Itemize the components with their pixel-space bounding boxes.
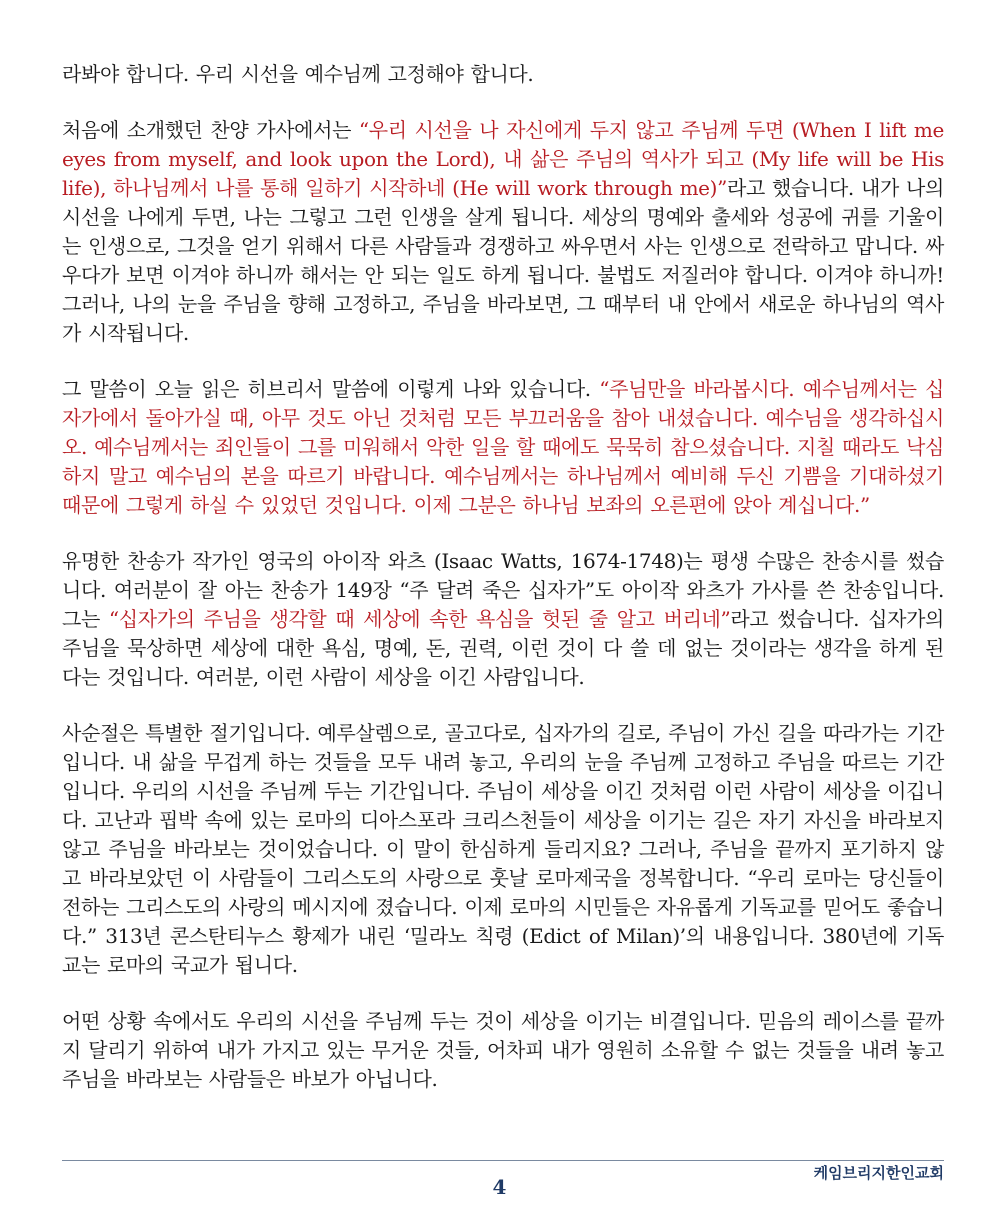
scripture-quote: “주님만을 바라봅시다. 예수님께서는 십자가에서 돌아가실 때, 아무 것도 아닌 것처럼 모든 부끄러움을 참아 내셨습니다. 예수님을 생각하십시오. 예수님께서는 죄인들이 그를 미워해서 악한 일을 할 때에도 묵묵히 참으셨습니다. 지칠 때라도 낙심하지 말고 예수님의 본을 따르기 바랍니다. 예수님께서는 하나님께서 예비해 두신 기쁨을 기대하셨기 때문에 그렇게 하실 수 있었던 것입니다. 이제 그분은 하나님 보좌의 오른편에 앉아 계십니다.” [62,377,944,517]
song-lyric-quote: “우리 시선을 나 자신에게 두지 않고 주님께 두면 (When I lift me eyes from myself, and look upon the Lord), 내 삶은 주님의 역사가 되고 (My life will be His life), 하나님께서 나를 통해 일하기 시작하네 (He will work through me)” [62,118,944,200]
paragraph [62,60,944,89]
paragraph-text: 라봐야 합니다. 우리 시선을 예수님께 고정해야 합니다. [62,62,534,86]
paragraph [62,116,944,348]
paragraph [62,547,944,692]
paragraph [62,719,944,980]
paragraph-text: 사순절은 특별한 절기입니다. 예루살렘으로, 골고다로, 십자가의 길로, 주님이 가신 길을 따라가는 기간입니다. 내 삶을 무겁게 하는 것들을 모두 내려 놓고, 우리의 눈을 주님께 고정하고 주님을 따르는 기간입니다. 우리의 시선을 주님께 두는 기간입니다. 주님이 세상을 이긴 것처럼 이런 사람이 세상을 이깁니다. 고난과 핍박 속에 있는 로마의 디아스포라 크리스천들이 세상을 이기는 길은 자기 자신을 바라보지 않고 주님을 바라보는 것이었습니다. 이 말이 한심하게 들리지요? 그러나, 주님을 끝까지 포기하지 않고 바라보았던 이 사람들이 그리스도의 사랑으로 훗날 로마제국을 정복합니다. “우리 로마는 당신들이 전하는 그리스도의 사랑의 메시지에 졌습니다. 이제 로마의 시민들은 자유롭게 기독교를 믿어도 좋습니다.” 313년 콘스탄티누스 황제가 내린 ‘밀라노 칙령 (Edict of Milan)’의 내용입니다. 380년에 기독교는 로마의 국교가 됩니다. [62,721,944,977]
paragraph-text: 어떤 상황 속에서도 우리의 시선을 주님께 두는 것이 세상을 이기는 비결입니다. 믿음의 레이스를 끝까지 달리기 위하여 내가 가지고 있는 무거운 것들, 어차피 내가 영원히 소유할 수 없는 것들을 내려 놓고 주님을 바라보는 사람들은 바보가 아닙니다. [62,1009,944,1091]
sermon-body [62,60,944,1121]
hymn-quote: “십자가의 주님을 생각할 때 세상에 속한 욕심을 헛된 줄 알고 버리네” [108,607,731,631]
paragraph-text: 유명한 찬송가 작가인 영국의 아이작 와츠 (Isaac Watts, 1674-1748)는 평생 수많은 찬송시를 썼습니다. 여러분이 잘 아는 찬송가 149장 “주 달려 죽은 십자가”도 아이작 와츠가 가사를 쓴 찬송입니다. 그는 [62,549,944,631]
paragraph [62,1007,944,1094]
paragraph [62,375,944,520]
paragraph-text: 라고 썼습니다. 십자가의 주님을 묵상하면 세상에 대한 욕심, 명예, 돈, 권력, 이런 것이 다 쓸 데 없는 것이라는 생각을 하게 된다는 것입니다. 여러분, 이런 사람이 세상을 이긴 사람입니다. [62,607,945,689]
footer-church-name: 케임브리지한인교회 [813,1164,944,1182]
paragraph-text: 라고 했습니다. 내가 나의 시선을 나에게 두면, 나는 그렇고 그런 인생을 살게 됩니다. 세상의 명예와 출세와 성공에 귀를 기울이는 인생으로, 그것을 얻기 위해서 다른 사람들과 경쟁하고 싸우면서 사는 인생으로 전락하고 맙니다. 싸우다가 보면 이겨야 하니까 해서는 안 되는 일도 하게 됩니다. 불법도 저질러야 합니다. 이겨야 하니까! 그러나, 나의 눈을 주님을 향해 고정하고, 주님을 바라보면, 그 때부터 내 안에서 새로운 하나님의 역사가 시작됩니다. [62,176,944,345]
paragraph-text: 처음에 소개했던 찬양 가사에서는 [62,118,359,142]
footer-divider [62,1160,944,1161]
page-number: 4 [492,1175,507,1199]
paragraph-text: 그 말씀이 오늘 읽은 히브리서 말씀에 이렇게 나와 있습니다. [62,377,600,401]
